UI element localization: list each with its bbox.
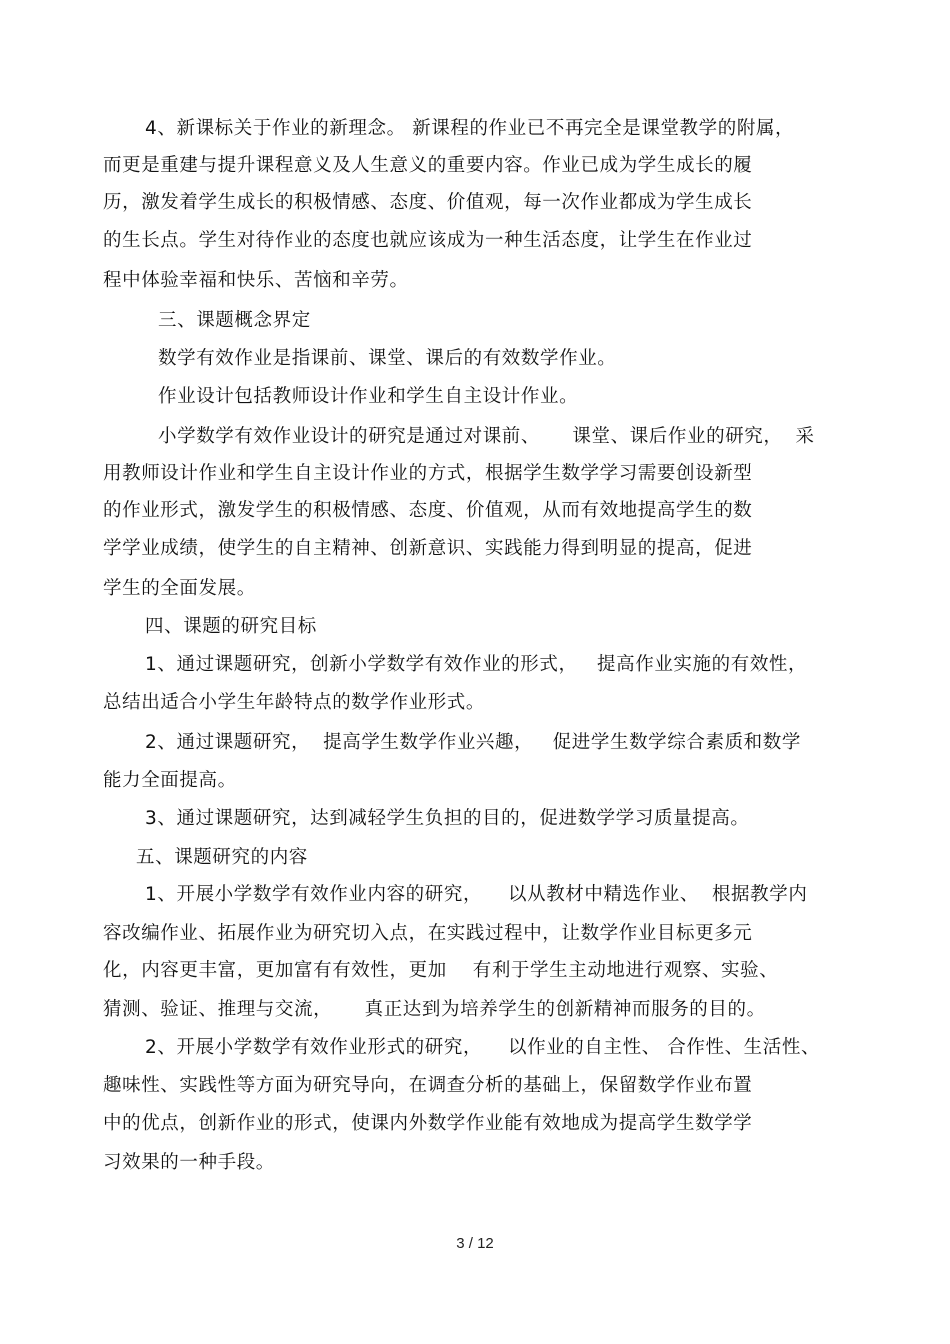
paragraph-line: 容改编作业、拓展作业为研究切入点，在实践过程中，让数学作业目标更多元	[103, 923, 753, 944]
paragraph-line: 能力全面提高。	[103, 770, 237, 791]
paragraph-line: 程中体验幸福和快乐、苦恼和辛劳。	[103, 270, 409, 291]
paragraph-line: 化，内容更丰富，更加富有有效性，更加 有利于学生主动地进行观察、实验、	[103, 960, 779, 981]
paragraph-line: 学生的全面发展。	[103, 578, 256, 599]
page-number: 3 / 12	[456, 1235, 494, 1252]
paragraph-line: 猜测、验证、推理与交流， 真正达到为培养学生的创新精神而服务的目的。	[103, 999, 766, 1020]
paragraph-line: 3、通过课题研究，达到减轻学生负担的目的，促进数学学习质量提高。	[145, 808, 750, 829]
paragraph-line: 习效果的一种手段。	[103, 1152, 275, 1173]
paragraph-line: 中的优点，创新作业的形式，使课内外数学作业能有效地成为提高学生数学学	[103, 1113, 753, 1134]
paragraph-line: 数学有效作业是指课前、课堂、课后的有效数学作业。	[158, 348, 617, 369]
paragraph-line: 1、开展小学数学有效作业内容的研究， 以从教材中精选作业、 根据教学内	[145, 884, 808, 905]
paragraph-line: 作业设计包括教师设计作业和学生自主设计作业。	[158, 386, 579, 407]
paragraph-line: 总结出适合小学生年龄特点的数学作业形式。	[103, 692, 486, 713]
section-heading: 五、课题研究的内容	[136, 847, 308, 868]
paragraph-line: 4、新课标关于作业的新理念。 新课程的作业已不再完全是课堂教学的附属，	[145, 118, 795, 139]
paragraph-line: 而更是重建与提升课程意义及人生意义的重要内容。作业已成为学生成长的履	[103, 155, 753, 176]
paragraph-line: 的生长点。学生对待作业的态度也就应该成为一种生活态度，让学生在作业过	[103, 230, 753, 251]
paragraph-line: 的作业形式，激发学生的积极情感、态度、价值观，从而有效地提高学生的数	[103, 500, 753, 521]
paragraph-line: 学学业成绩，使学生的自主精神、创新意识、实践能力得到明显的提高，促进	[103, 538, 753, 559]
paragraph-line: 小学数学有效作业设计的研究是通过对课前、 课堂、课后作业的研究， 采	[158, 426, 815, 447]
paragraph-line: 1、通过课题研究，创新小学数学有效作业的形式， 提高作业实施的有效性，	[145, 654, 808, 675]
paragraph-line: 2、开展小学数学有效作业形式的研究， 以作业的自主性、 合作性、生活性、	[145, 1037, 821, 1058]
section-heading: 三、课题概念界定	[158, 310, 311, 331]
paragraph-line: 趣味性、实践性等方面为研究导向，在调查分析的基础上，保留数学作业布置	[103, 1075, 753, 1096]
section-heading: 四、课题的研究目标	[145, 616, 317, 637]
paragraph-line: 用教师设计作业和学生自主设计作业的方式，根据学生数学学习需要创设新型	[103, 463, 753, 484]
paragraph-line: 历，激发着学生成长的积极情感、态度、价值观，每一次作业都成为学生成长	[103, 192, 753, 213]
paragraph-line: 2、通过课题研究， 提高学生数学作业兴趣， 促进学生数学综合素质和数学	[145, 732, 801, 753]
